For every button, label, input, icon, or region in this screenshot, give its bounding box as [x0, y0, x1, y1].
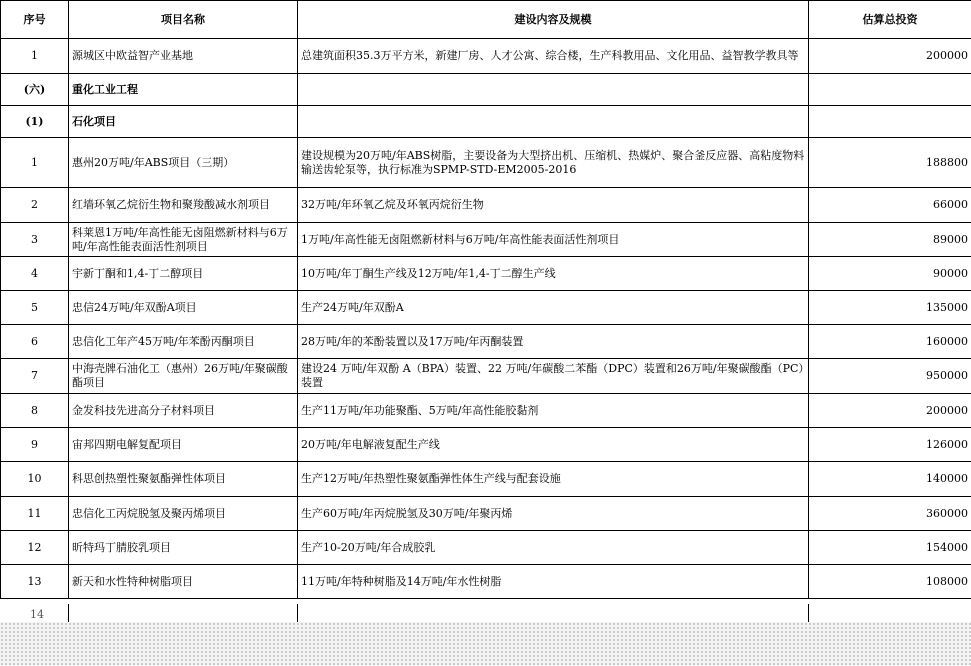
- cell-index: 6: [1, 325, 69, 359]
- cell-content: 建设24 万吨/年双酚 A（BPA）装置、22 万吨/年碳酸二苯酯（DPC）装置和26万吨/年聚碳酸酯（PC）装置: [298, 359, 809, 394]
- cell-content: 生产10-20万吨/年合成胶乳: [298, 531, 809, 565]
- cell-name: 昕特玛丁腈胶乳项目: [69, 531, 298, 565]
- cell-invest: 160000: [809, 325, 971, 359]
- cell-index: 11: [1, 497, 69, 531]
- cell-name: 石化项目: [69, 106, 298, 138]
- cell-name: 忠信化工年产45万吨/年苯酚丙酮项目: [69, 325, 298, 359]
- cell-index: 2: [1, 188, 69, 223]
- table-row: [1, 394, 971, 428]
- section-row: [1, 106, 971, 138]
- cell-invest: 188800: [809, 138, 971, 188]
- cell-content: [298, 74, 809, 106]
- cell-name: 新天和水性特种树脂项目: [69, 565, 298, 599]
- cell-name: 科莱恩1万吨/年高性能无卤阻燃新材料与6万吨/年高性能表面活性剂项目: [69, 223, 298, 257]
- table-row: [1, 39, 971, 74]
- cell-invest: 200000: [809, 39, 971, 74]
- cell-content: 1万吨/年高性能无卤阻燃新材料与6万吨/年高性能表面活性剂项目: [298, 223, 809, 257]
- cell-index: 13: [1, 565, 69, 599]
- table-row: [1, 188, 971, 223]
- cell-content: [298, 106, 809, 138]
- table-row: [1, 257, 971, 291]
- cell-content: 生产12万吨/年热塑性聚氨酯弹性体生产线与配套设施: [298, 462, 809, 497]
- cell-index: 12: [1, 531, 69, 565]
- cell-content: 总建筑面积35.3万平方米，新建厂房、人才公寓、综合楼，生产科教用品、文化用品、益智教学教具等: [298, 39, 809, 74]
- cell-index: 4: [1, 257, 69, 291]
- cell-content: 10万吨/年丁酮生产线及12万吨/年1,4-丁二醇生产线: [298, 257, 809, 291]
- table-row: [1, 223, 971, 257]
- cell-name: 宙邦四期电解复配项目: [69, 428, 298, 462]
- cell-name: 惠州20万吨/年ABS项目（三期）: [69, 138, 298, 188]
- cell-index: 1: [1, 138, 69, 188]
- table-row: [1, 565, 971, 599]
- table-row: [1, 359, 971, 394]
- cell-index: 8: [1, 394, 69, 428]
- table-row: [1, 138, 971, 188]
- cell-name: 红墙环氧乙烷衍生物和聚羧酸减水剂项目: [69, 188, 298, 223]
- cell-invest: 140000: [809, 462, 971, 497]
- table-row: [1, 497, 971, 531]
- header-name: 项目名称: [69, 1, 298, 39]
- cell-invest: 108000: [809, 565, 971, 599]
- cell-name: 宇新丁酮和1,4-丁二醇项目: [69, 257, 298, 291]
- cell-content: 建设规模为20万吨/年ABS树脂，主要设备为大型挤出机、压缩机、热媒炉、聚合釜反应器、高粘度物料输送齿轮泵等，执行标准为SPMP-STD-EM2005-2016: [298, 138, 809, 188]
- cell-index: 1: [1, 39, 69, 74]
- cell-content: 28万吨/年的苯酚装置以及17万吨/年丙酮装置: [298, 325, 809, 359]
- cell-invest: 154000: [809, 531, 971, 565]
- cropped-area: [0, 622, 971, 666]
- cell-invest: [809, 74, 971, 106]
- table-row: [1, 462, 971, 497]
- cell-invest: 89000: [809, 223, 971, 257]
- cell-content: 11万吨/年特种树脂及14万吨/年水性树脂: [298, 565, 809, 599]
- table-row: [1, 531, 971, 565]
- cell-name: 忠信24万吨/年双酚A项目: [69, 291, 298, 325]
- cell-name: 中海壳牌石油化工（惠州）26万吨/年聚碳酸酯项目: [69, 359, 298, 394]
- cell-content: 20万吨/年电解液复配生产线: [298, 428, 809, 462]
- table-row: [1, 325, 971, 359]
- header-content: 建设内容及规模: [298, 1, 809, 39]
- cell-index: 5: [1, 291, 69, 325]
- cell-content: 生产11万吨/年功能聚酯、5万吨/年高性能胶黏剂: [298, 394, 809, 428]
- cell-invest: 200000: [809, 394, 971, 428]
- cell-index: 9: [1, 428, 69, 462]
- cell-invest: 950000: [809, 359, 971, 394]
- cell-invest: 360000: [809, 497, 971, 531]
- header-index: 序号: [1, 1, 69, 39]
- cell-index: 10: [1, 462, 69, 497]
- cell-name: 金发科技先进高分子材料项目: [69, 394, 298, 428]
- cell-index: 3: [1, 223, 69, 257]
- table-row: [1, 428, 971, 462]
- cell-invest: [809, 106, 971, 138]
- cell-content: 32万吨/年环氧乙烷及环氧丙烷衍生物: [298, 188, 809, 223]
- cell-index: (六): [1, 74, 69, 106]
- cell-content: 生产24万吨/年双酚A: [298, 291, 809, 325]
- cell-invest: 135000: [809, 291, 971, 325]
- table-row: [1, 291, 971, 325]
- section-row: [1, 74, 971, 106]
- cell-index: (1): [1, 106, 69, 138]
- column-divider: [68, 604, 69, 622]
- cell-name: 忠信化工丙烷脱氢及聚丙烯项目: [69, 497, 298, 531]
- column-divider: [808, 604, 809, 622]
- partial-row-index: 14: [30, 608, 44, 621]
- cell-invest: 126000: [809, 428, 971, 462]
- cell-content: 生产60万吨/年丙烷脱氢及30万吨/年聚丙烯: [298, 497, 809, 531]
- cell-invest: 90000: [809, 257, 971, 291]
- cell-name: 科思创热塑性聚氨酯弹性体项目: [69, 462, 298, 497]
- column-divider: [297, 604, 298, 622]
- header-row: [1, 1, 971, 39]
- cell-invest: 66000: [809, 188, 971, 223]
- cell-index: 7: [1, 359, 69, 394]
- header-invest: 估算总投资: [809, 1, 971, 39]
- cell-name: 源城区中欧益智产业基地: [69, 39, 298, 74]
- cell-name: 重化工业工程: [69, 74, 298, 106]
